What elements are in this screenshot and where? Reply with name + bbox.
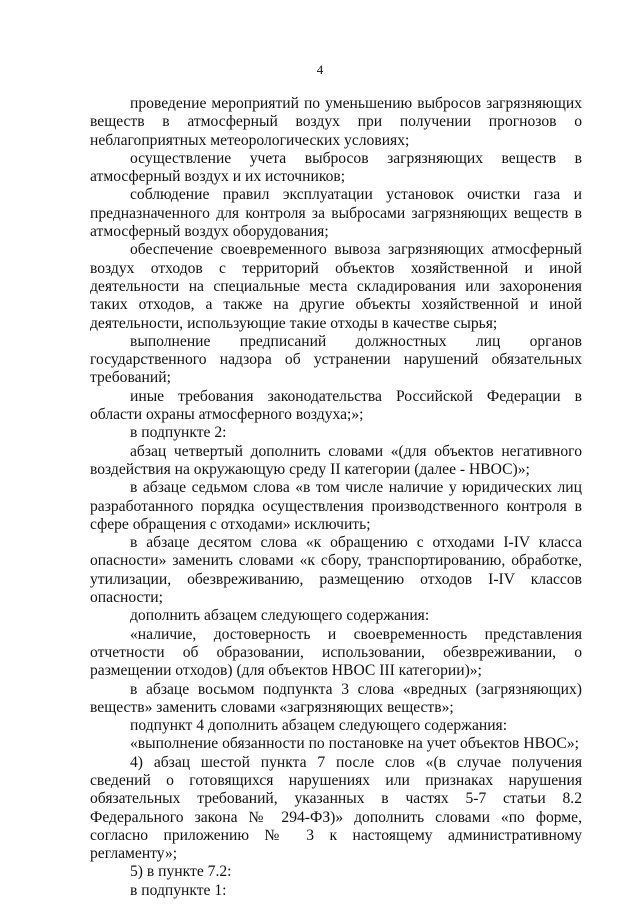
paragraph: проведение мероприятий по уменьшению выбросов загрязняющих веществ в атмосферный воздух при получении прогнозов о неблагоприятных метеорологических условиях; bbox=[90, 95, 582, 149]
paragraph: «наличие, достоверность и своевременность представления отчетности об образовании, использовании, обезвреживании, о размещении отходов) (для объектов НВОС III категории)»; bbox=[90, 625, 582, 680]
page-number: 4 bbox=[316, 62, 324, 77]
paragraph: абзац четвертый дополнить словами «(для объектов негативного воздействия на окружающую среду II категории (далее - НВОС)»; bbox=[90, 442, 582, 478]
paragraph: подпункт 4 дополнить абзацем следующего содержания: bbox=[130, 717, 508, 735]
paragraph: соблюдение правил эксплуатации установок очистки газа и предназначенного для контроля за выбросами загрязняющих веществ в атмосферный воздух оборудования; bbox=[90, 186, 582, 241]
paragraph: в абзаце восьмом подпункта 3 слова «вредных (загрязняющих) веществ» заменить словами «загрязняющих веществ»; bbox=[90, 680, 582, 716]
paragraph: выполнение предписаний должностных лиц органов государственного надзора об устранении нарушений обязательных требований; bbox=[90, 332, 582, 387]
paragraph: 5) в пункте 7.2: bbox=[130, 863, 232, 881]
paragraph: «выполнение обязанности по постановке на учет объектов НВОС»; bbox=[130, 735, 579, 753]
paragraph: в абзаце седьмом слова «в том числе наличие у юридических лиц разработанного порядка осуществления производственного контроля в сфере обращения с отходами» исключить; bbox=[90, 479, 582, 533]
paragraph: в подпункте 1: bbox=[130, 881, 227, 899]
paragraph: осуществление учета выбросов загрязняющих веществ в атмосферный воздух и их источников; bbox=[90, 149, 582, 186]
paragraph: дополнить абзацем следующего содержания: bbox=[130, 607, 430, 625]
document-body bbox=[90, 95, 582, 900]
paragraph: 4) абзац шестой пункта 7 после слов «(в случае получения сведений о готовящихся нарушениях или признаках нарушения обязательных требований, указанных в частях 5-7 статьи 8.2 Федерального закона № 294-ФЗ)» дополнить словами «по форме, согласно приложению № 3 к настоящему административному регламенту»; bbox=[90, 753, 582, 863]
paragraph: обеспечение своевременного вывоза загрязняющих атмосферный воздух отходов с территорий объектов хозяйственной и иной деятельности на специальные места складирования или захоронения таких отходов, а также на другие объекты хозяйственной и иной деятельности, использующие такие отходы в качестве сырья; bbox=[90, 241, 582, 332]
paragraph: иные требования законодательства Российской Федерации в области охраны атмосферного воздуха;»; bbox=[90, 387, 582, 424]
paragraph: в подпункте 2: bbox=[130, 424, 227, 442]
paragraph: в абзаце десятом слова «к обращению с отходами I-IV класса опасности» заменить словами «к сбору, транспортированию, обработке, утилизации, обезвреживанию, размещению отходов I-IV классов опасности; bbox=[90, 534, 582, 607]
